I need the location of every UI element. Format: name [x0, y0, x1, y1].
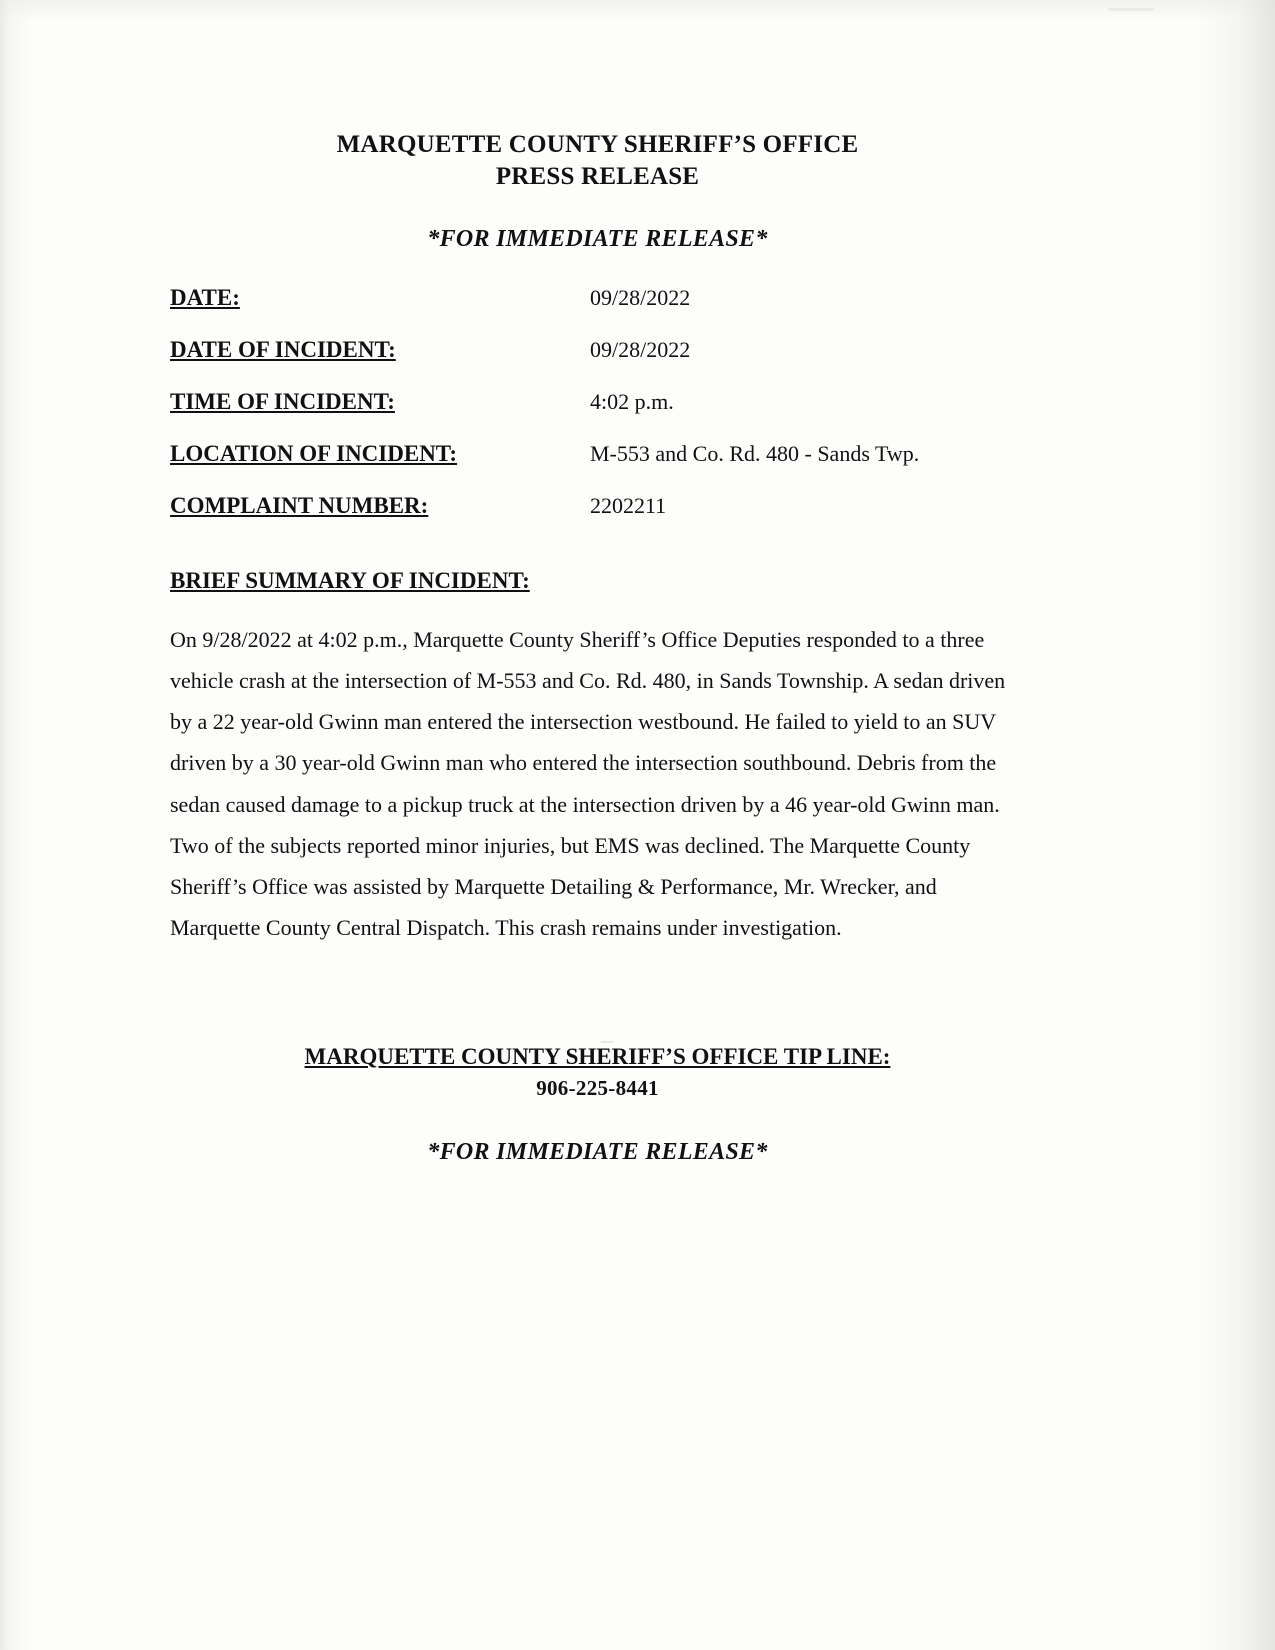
field-label-complaint-number: COMPLAINT NUMBER: — [170, 493, 429, 518]
incident-fields — [170, 285, 1025, 519]
field-value-date: 09/28/2022 — [590, 285, 691, 310]
scan-speckle — [1108, 8, 1154, 11]
field-row-location-of-incident — [170, 441, 1025, 467]
field-value-date-of-incident: 09/28/2022 — [590, 337, 691, 362]
tip-line-label: MARQUETTE COUNTY SHERIFF’S OFFICE TIP LINE: — [304, 1044, 891, 1069]
document-body — [170, 130, 1025, 1166]
field-value-time-of-incident: 4:02 p.m. — [590, 389, 674, 414]
field-value-location-of-incident: M-553 and Co. Rd. 480 - Sands Twp. — [590, 441, 920, 466]
field-value-complaint-number: 2202211 — [590, 493, 667, 518]
field-label-date-of-incident: DATE OF INCIDENT: — [170, 337, 396, 362]
document-type-title: PRESS RELEASE — [495, 162, 700, 190]
scan-shadow-left — [0, 0, 34, 1650]
field-label-location-of-incident: LOCATION OF INCIDENT: — [170, 441, 458, 466]
field-row-date — [170, 285, 1025, 311]
field-row-date-of-incident — [170, 337, 1025, 363]
tip-line-block — [170, 1044, 1025, 1101]
summary-heading: BRIEF SUMMARY OF INCIDENT: — [170, 568, 530, 593]
field-row-time-of-incident — [170, 389, 1025, 415]
tip-line-number: 906-225-8441 — [536, 1076, 659, 1100]
scan-shadow-top — [0, 0, 1275, 20]
immediate-release-banner-top: *FOR IMMEDIATE RELEASE* — [427, 226, 768, 252]
agency-title: MARQUETTE COUNTY SHERIFF’S OFFICE — [336, 131, 859, 158]
field-label-time-of-incident: TIME OF INCIDENT: — [170, 389, 395, 414]
immediate-release-banner-bottom: *FOR IMMEDIATE RELEASE* — [427, 1139, 768, 1165]
scan-shadow-right — [1197, 0, 1275, 1650]
summary-paragraph: On 9/28/2022 at 4:02 p.m., Marquette County Sheriff’s Office Deputies responded to a three vehicle crash at the intersection of M-553 and Co. Rd. 480, in Sands Township. A sedan driven by a 22 year-old Gwinn man entered the intersection westbound. He failed to yield to an SUV driven by a 30 year-old Gwinn man who entered the intersection southbound. Debris from the sedan caused damage to a pickup truck at the intersection driven by a 46 year-old Gwinn man. Two of the subjects reported minor injuries, but EMS was declined. The Marquette County Sheriff’s Office was assisted by Marquette Detailing & Performance, Mr. Wrecker, and Marquette County Central Dispatch. This crash remains under investigation. — [170, 627, 1006, 940]
document-header — [170, 130, 1025, 192]
field-row-complaint-number — [170, 493, 1025, 519]
field-label-date: DATE: — [170, 285, 240, 310]
